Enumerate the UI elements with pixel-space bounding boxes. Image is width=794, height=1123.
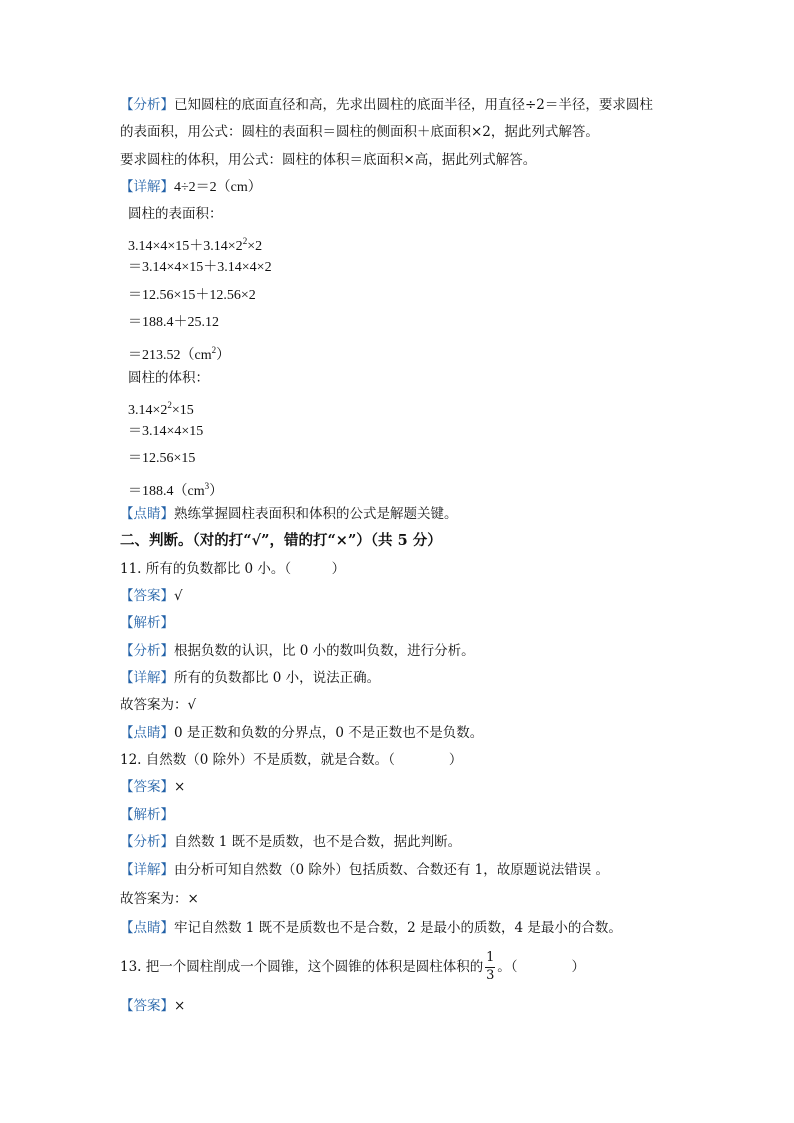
answer-tag: 【答案】	[120, 779, 174, 795]
key-point-line: 【点睛】牢记自然数 1 既不是质数也不是合数，2 是最小的质数，4 是最小的合数。	[120, 920, 622, 936]
analysis-line-1: 【分析】已知圆柱的底面直径和高，先求出圆柱的底面半径，用直径÷2＝半径，要求圆柱	[120, 97, 653, 113]
calc-line: $3.14\times 4\times 15+3.14\times 2^2\times 2$	[128, 236, 263, 254]
key-point-tag: 【点睛】	[120, 920, 174, 936]
answer-tag: 【答案】	[120, 998, 174, 1014]
final-answer-line: 故答案为：×	[120, 891, 199, 907]
analysis-tag: 【分析】	[120, 834, 174, 850]
question-11: 11. 所有的负数都比 0 小。（ ）	[120, 561, 346, 577]
calc-line: $=188.4(cm^3)$	[128, 481, 224, 499]
detail-line: 【详解】所有的负数都比 0 小，说法正确。	[120, 670, 381, 686]
calc-line: ＝3.14×4×15	[128, 424, 204, 439]
analysis-line: 【分析】根据负数的认识，比 0 小的数叫负数，进行分析。	[120, 643, 475, 659]
answer-line: 【答案】×	[120, 998, 186, 1014]
detail-tag: 【详解】	[120, 179, 174, 195]
section-heading: 二、判断。（对的打“√”，错的打“×”）（共 5 分）	[120, 532, 442, 549]
surface-area-heading: 圆柱的表面积：	[128, 206, 223, 222]
key-point-line: 【点睛】0 是正数和负数的分界点，0 不是正数也不是负数。	[120, 725, 484, 741]
answer-line: 【答案】√	[120, 588, 183, 604]
analysis-tag: 【分析】	[120, 643, 174, 659]
final-answer-line: 故答案为：√	[120, 697, 197, 713]
volume-heading: 圆柱的体积：	[128, 370, 209, 386]
detail-line: 【详解】4÷2＝2（cm）	[120, 179, 262, 195]
answer-line: 【答案】×	[120, 779, 186, 795]
analysis-line-2: 的表面积，用公式：圆柱的表面积＝圆柱的侧面积＋底面积×2，据此列式解答。	[120, 124, 599, 140]
fraction-one-third: $\frac{1}{3}$	[486, 949, 495, 983]
calc-line: ＝188.4＋25.12	[128, 315, 219, 330]
explanation-line	[120, 806, 174, 824]
question-13: 13. 把一个圆柱削成一个圆锥，这个圆锥的体积是圆柱体积的 $\frac{1}{3}$ 。（ ）	[120, 949, 586, 983]
calc-line: $3.14\times 2^2\times 15$	[128, 400, 194, 418]
key-point-tag: 【点睛】	[120, 725, 174, 741]
answer-tag: 【答案】	[120, 588, 174, 604]
explanation-tag: 【解析】	[120, 807, 174, 823]
calc-line: ＝12.56×15	[128, 451, 196, 466]
detail-line: 【详解】由分析可知自然数（0 除外）包括质数、合数还有 1，故原题说法错误 。	[120, 862, 610, 878]
calc-line: ＝3.14×4×15＋3.14×4×2	[128, 260, 272, 275]
analysis-tag: 【分析】	[120, 97, 174, 113]
detail-tag: 【详解】	[120, 862, 174, 878]
calc-line: $=213.52(cm^2)$	[128, 345, 231, 363]
key-point-line: 【点睛】熟练掌握圆柱表面积和体积的公式是解题关键。	[120, 506, 458, 522]
question-12: 12. 自然数（0 除外）不是质数，就是合数。（ ）	[120, 752, 463, 768]
key-point-tag: 【点睛】	[120, 506, 174, 522]
analysis-line: 【分析】自然数 1 既不是质数，也不是合数，据此判断。	[120, 834, 462, 850]
calc-line: ＝12.56×15＋12.56×2	[128, 288, 256, 303]
explanation-tag: 【解析】	[120, 615, 174, 631]
analysis-line-3: 要求圆柱的体积，用公式：圆柱的体积＝底面积×高，据此列式解答。	[120, 152, 537, 168]
detail-tag: 【详解】	[120, 670, 174, 686]
explanation-line	[120, 614, 174, 632]
